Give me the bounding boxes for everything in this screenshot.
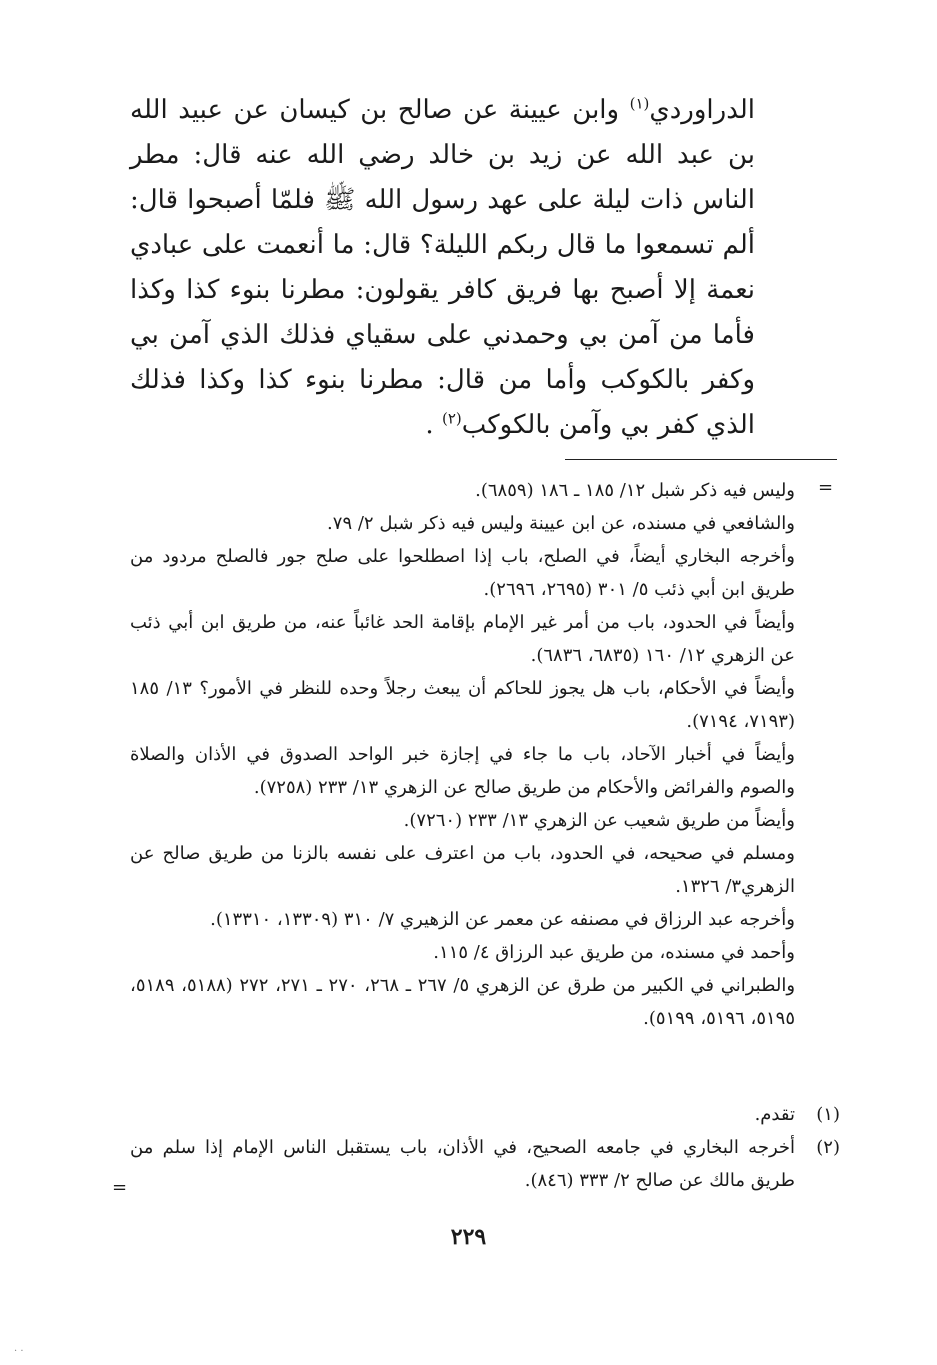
main-text-segment: وابن عيينة عن صالح بن كيسان عن عبيد الله بن عبد الله عن زيد بن خالد رضي الله عنه قال: مطر الناس ذات ليلة على عهد رسول الله ﷺ فلمّا أصبحوا قال: ألم تسمعوا ما قال ربكم الليلة؟ قال: ما أنعمت على عبادي نعمة إلا أصبح بها فريق كافر يقولون: مطرنا بنوء كذا وكذا فأما من آمن بي وحمدني على سقياي فذلك الذي آمن بي وكفر بالكوكب وأما من قال: مطرنا بنوء كذا وكذا فذلك الذي كفر بي وآمن بالكوكب xyxy=(130,95,755,440)
note-item xyxy=(130,1131,840,1197)
footnote-paragraph: وأحمد في مسنده، من طريق عبد الرزاق ٤/ ١١٥. xyxy=(433,942,795,963)
main-paragraph xyxy=(130,88,755,448)
footnote-paragraph: وليس فيه ذكر شبل ١٢/ ١٨٥ ـ ١٨٦ (٦٨٥٩). xyxy=(475,480,795,501)
note-text: أخرجه البخاري في جامعه الصحيح، في الأذان، باب يستقبل الناس الإمام إذا سلم من طريق مالك عن صالح ٢/ ٣٣٣ (٨٤٦). xyxy=(130,1137,795,1191)
footnote-end-mark: = xyxy=(112,1177,128,1198)
footnote-paragraph: وأيضاً من طريق شعيب عن الزهري ١٣/ ٢٣٣ (٧٢٦٠). xyxy=(403,810,795,831)
footnote-separator-line xyxy=(565,459,837,460)
footnote-paragraph: وأخرجه عبد الرزاق في مصنفه عن معمر عن الزهيري ٧/ ٣١٠ (١٣٣٠٩، ١٣٣١٠). xyxy=(210,909,795,930)
footnote-paragraph: وأيضاً في أخبار الآحاد، باب ما جاء في إجازة خبر الواحد الصدوق في الأذان والصلاة والصوم والفرائض والأحكام من طريق صالح عن الزهري ١٣/ ٢٣٣ (٧٢٥٨). xyxy=(130,744,795,798)
note-item xyxy=(130,1098,840,1131)
footnote-paragraph: وأخرجه البخاري أيضاً، في الصلح، باب إذا اصطلحوا على صلح جور فالصلح مردود من طريق ابن أبي ذئب ٥/ ٣٠١ (٢٦٩٥، ٢٦٩٦). xyxy=(130,546,795,600)
footnote-paragraph: وأيضاً في الحدود، باب من أمر غير الإمام بإقامة الحد غائباً عنه، من طريق ابن أبي ذئب عن الزهري ١٢/ ١٦٠ (٦٨٣٥، ٦٨٣٦). xyxy=(130,612,795,666)
note-text: تقدم. xyxy=(754,1104,795,1125)
main-text-segment: الدراوردي xyxy=(649,95,755,125)
note-number: (١) xyxy=(816,1104,840,1125)
footnote-reference-1[interactable]: (١) xyxy=(629,94,650,113)
footnote-paragraph: ومسلم في صحيحه، في الحدود، باب من اعترف على نفسه بالزنا من طريق صالح عن الزهري٣/ ١٣٢٦. xyxy=(130,843,795,897)
scan-speck-decoration: · · xyxy=(14,1346,24,1357)
footnote-paragraph: وأيضاً في الأحكام، باب هل يجوز للحاكم أن يبعث رجلاً وحده للنظر في الأمور؟ ١٣/ ١٨٥ (٧١٩٣، ٧١٩٤). xyxy=(130,678,795,732)
footnote-continuation-mark: = xyxy=(818,477,834,498)
main-text-body xyxy=(130,88,755,448)
footnote-paragraph: والطبراني في الكبير من طرق عن الزهري ٥/ ٢٦٧ ـ ٢٦٨، ٢٧٠ ـ ٢٧١، ٢٧٢ (٥١٨٨، ٥١٨٩، ٥١٩٥، ٥١٩٦، ٥١٩٩). xyxy=(130,975,796,1029)
footnote-reference-2[interactable]: (٢) xyxy=(441,409,462,428)
footnotes-section xyxy=(130,474,795,1035)
numbered-notes xyxy=(130,1098,840,1197)
main-text-segment: . xyxy=(425,410,442,440)
note-number: (٢) xyxy=(816,1137,840,1158)
footnote-paragraph: والشافعي في مسنده، عن ابن عيينة وليس فيه ذكر شبل ٢/ ٧٩. xyxy=(327,513,795,534)
page-number: ٢٢٩ xyxy=(450,1224,487,1250)
